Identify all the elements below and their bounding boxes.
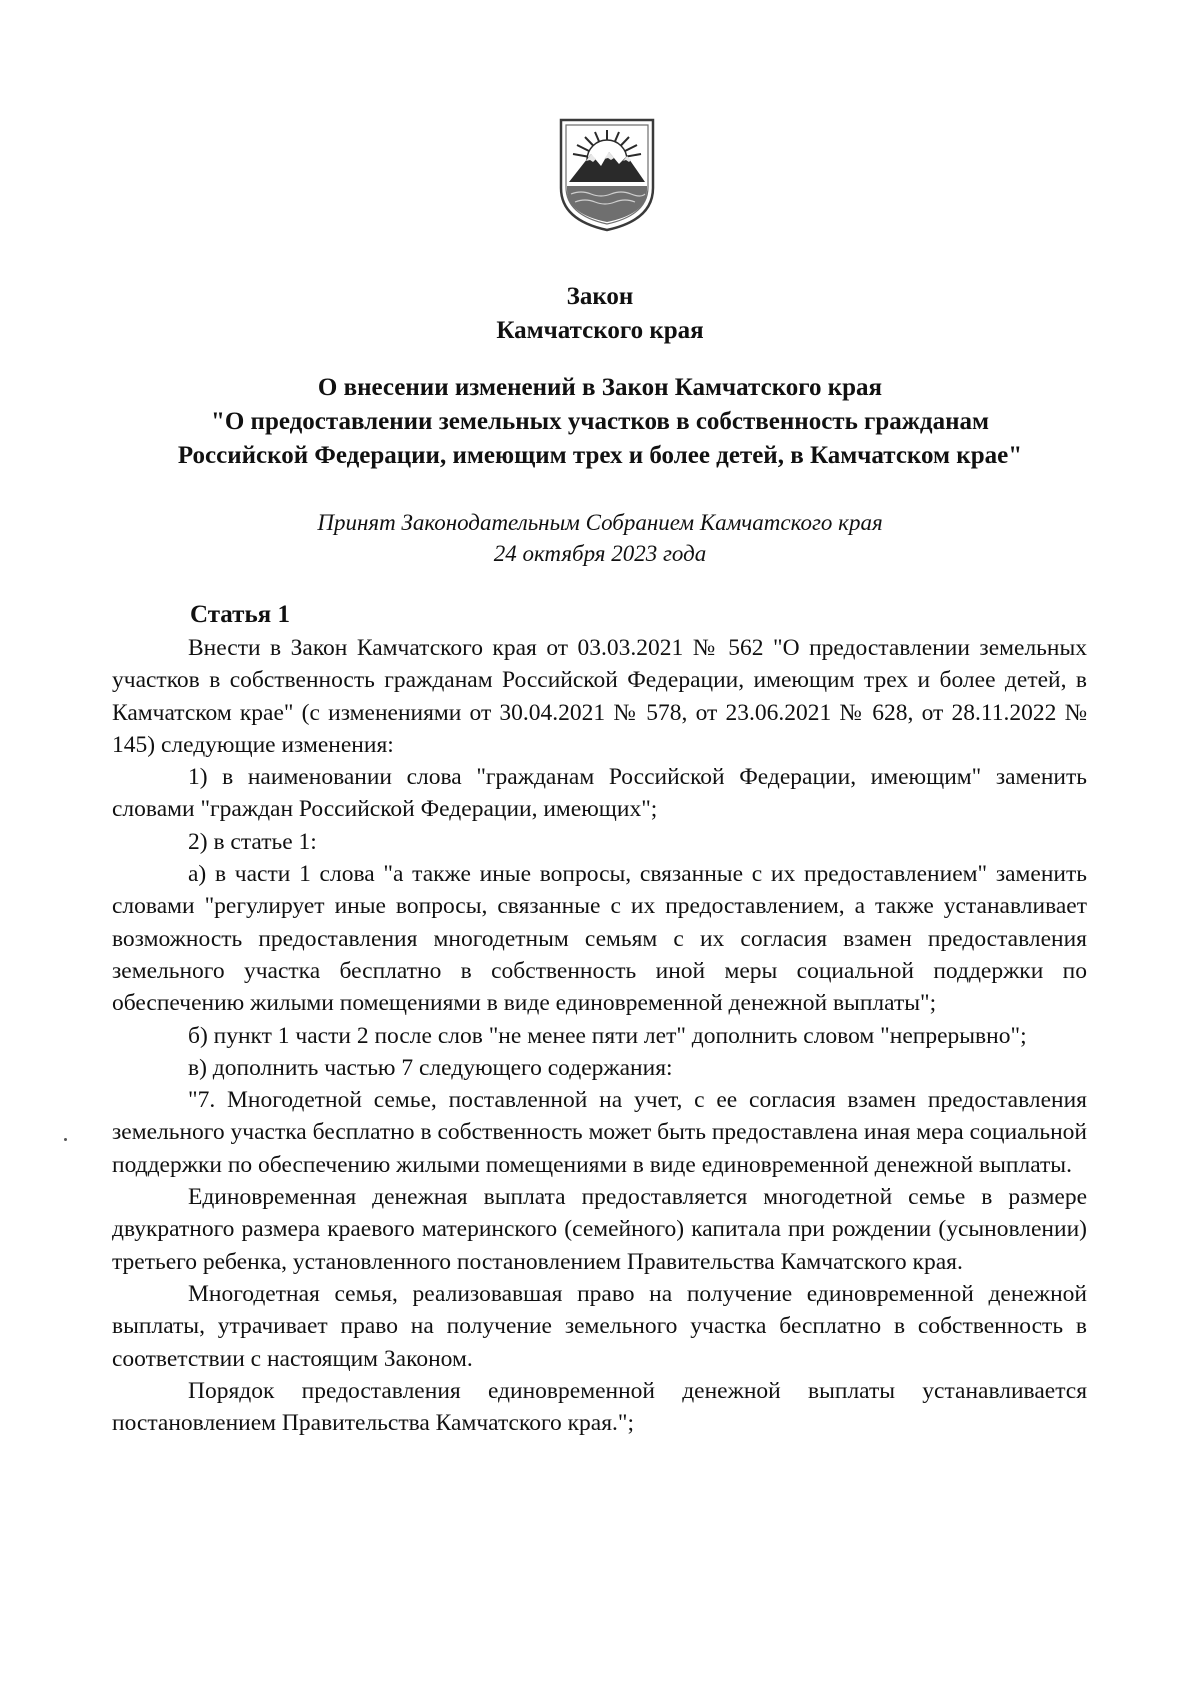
article-body [112, 632, 1087, 1439]
article-paragraph: б) пункт 1 части 2 после слов "не менее пяти лет" дополнить словом "непрерывно"; [188, 1022, 1027, 1049]
article-paragraph: "7. Многодетной семье, поставленной на учет, с ее согласия взамен предоставления земельного участка бесплатно в собственность может быть предоставлена иная мера социальной поддержки по обеспечению жилыми помещениями в виде единовременной денежной выплаты. [112, 1087, 1087, 1178]
document-title: Закон [566, 283, 634, 310]
law-subject-line: "О предоставлении земельных участков в собственность гражданам [210, 408, 990, 435]
adoption-body: Принят Законодательным Собранием Камчатского края [317, 510, 883, 535]
article-paragraph: а) в части 1 слова "а также иные вопросы, связанные с их предоставлением" заменить словами "регулирует иные вопросы, связанные с их предоставлением, а также устанавливает возможность предоставления многодетным семьям с их согласия взамен предоставления земельного участка бесплатно в собственность иной меры социальной поддержки по обеспечению жилыми помещениями в виде единовременной денежной выплаты"; [112, 861, 1087, 1017]
scan-speck [64, 1138, 67, 1141]
article-paragraph: 2) в статье 1: [188, 828, 317, 855]
law-subject-line: Российской Федерации, имеющим трех и более детей, в Камчатском крае" [177, 442, 1023, 469]
law-subject [80, 371, 1120, 473]
document-issuer: Камчатского края [496, 317, 704, 344]
article-heading: Статья 1 [190, 601, 290, 628]
article-paragraph: в) дополнить частью 7 следующего содержания: [188, 1054, 673, 1081]
article-paragraph: 1) в наименовании слова "гражданам Российской Федерации, имеющим" заменить словами "граждан Российской Федерации, имеющих"; [112, 764, 1087, 823]
article-paragraph: Внести в Закон Камчатского края от 03.03.2021 № 562 "О предоставлении земельных участков в собственность гражданам Российской Федерации, имеющим трех и более детей, в Камчатском крае" (с изменениями от 30.04.2021 № 578, от 23.06.2021 № 628, от 28.11.2022 № 145) следующие изменения: [112, 635, 1087, 758]
law-subject-line: О внесении изменений в Закон Камчатского края [317, 374, 883, 401]
adoption-date: 24 октября 2023 года [493, 541, 707, 566]
kamchatka-coat-of-arms-icon [557, 116, 657, 234]
adoption-note [0, 507, 1200, 569]
article-paragraph: Многодетная семья, реализовавшая право на получение единовременной денежной выплаты, утрачивает право на получение земельного участка бесплатно в собственность в соответствии с настоящим Законом. [112, 1280, 1087, 1372]
article-paragraph: Единовременная денежная выплата предоставляется многодетной семье в размере двукратного размера краевого материнского (семейного) капитала при рождении (усыновлении) третьего ребенка, установленного постановлением Правительства Камчатского края. [112, 1184, 1087, 1275]
article-paragraph: Порядок предоставления единовременной денежной выплаты устанавливается постановлением Правительства Камчатского края."; [112, 1377, 1087, 1437]
